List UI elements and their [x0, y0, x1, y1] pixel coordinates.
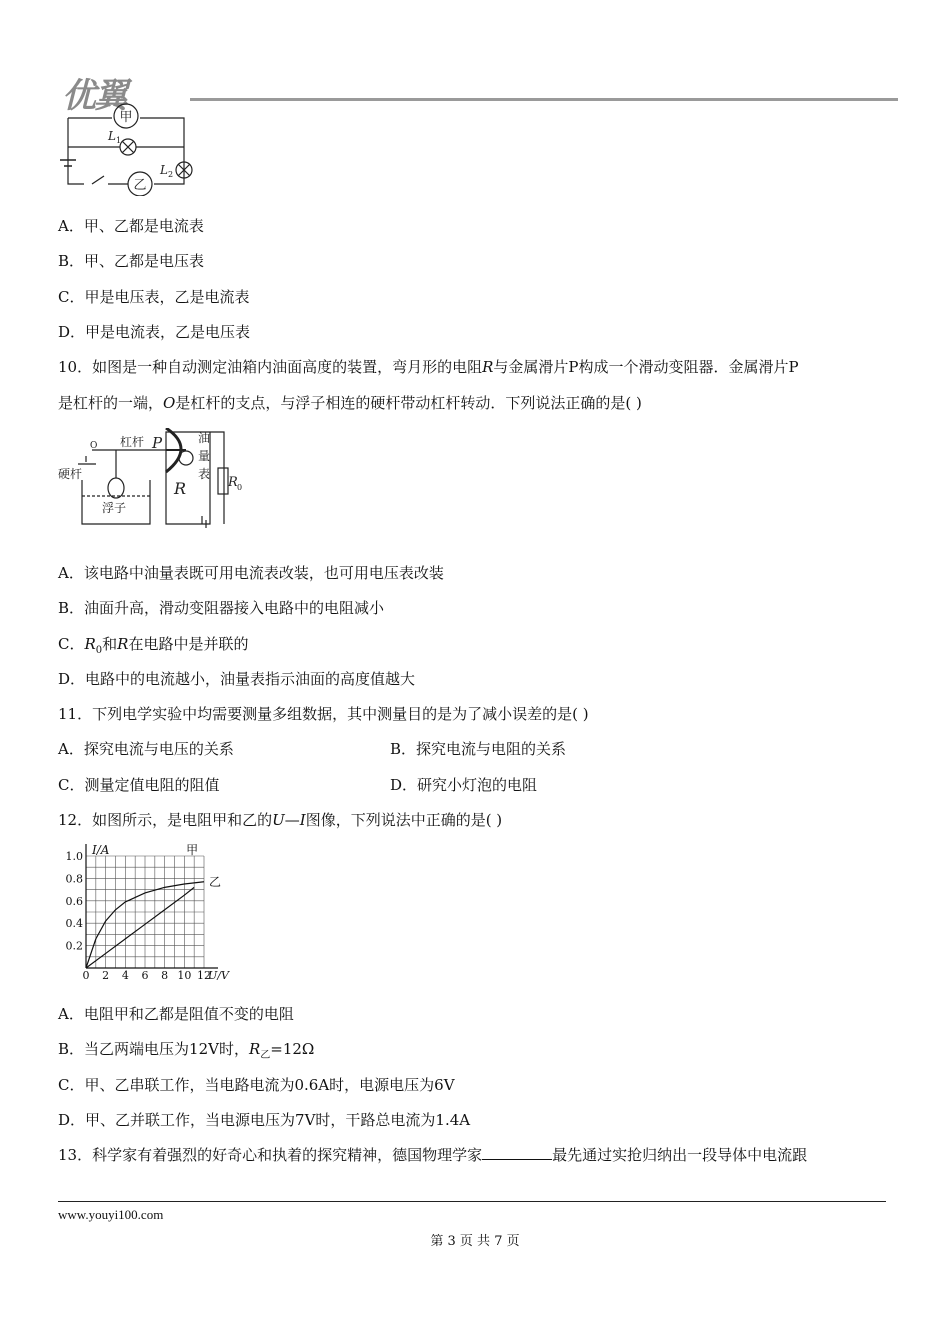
svg-text:油: 油 — [198, 431, 211, 445]
y-tick-label: 0.2 — [65, 939, 83, 953]
page-number: 第 3 页 共 7 页 — [430, 1234, 520, 1249]
q10-option-a: A．该电路中油量表既可用电流表改装，也可用电压表改装 — [58, 564, 444, 582]
float-label: 浮子 — [102, 501, 127, 515]
q9-option-d: D．甲是电流表，乙是电压表 — [58, 323, 251, 341]
q9-circuit-diagram — [56, 100, 196, 196]
q12-option-a: A．电阻甲和乙都是阻值不变的电阻 — [58, 1005, 294, 1023]
y-tick-label: 1.0 — [65, 850, 83, 863]
rod-label: 硬杆 — [58, 467, 83, 481]
lamp1-label: L — [108, 129, 116, 143]
svg-text:1: 1 — [116, 136, 122, 145]
q12-stem: 12．如图所示，是电阻甲和乙的U—I图像，下列说法中正确的是( ) — [58, 811, 503, 829]
x-tick-label: 2 — [102, 969, 110, 980]
q12-option-b: B．当乙两端电压为12V时，$R_乙=12\Omega$ — [58, 1040, 315, 1061]
y-tick-label: 0.4 — [65, 917, 83, 931]
lever-label: 杠杆 — [120, 435, 145, 449]
resistor-r0-label: R — [228, 475, 238, 490]
q11-option-b: B．探究电流与电阻的关系 — [390, 740, 567, 758]
q12-option-c: C．甲、乙串联工作，当电路电流为0.6A时，电源电压为6V — [58, 1076, 455, 1094]
q12-ui-graph — [56, 838, 256, 980]
x-axis-label: U/V — [208, 969, 229, 980]
y-axis-label: I/A — [92, 843, 110, 857]
series-label-jia: 甲 — [186, 843, 199, 857]
resistor-r-label: R — [174, 479, 187, 498]
header-rule — [190, 98, 898, 101]
q12-option-d: D．甲、乙并联工作，当电源电压为7V时，干路总电流为1.4A — [58, 1111, 471, 1129]
meter1-label: 甲 — [119, 110, 133, 125]
svg-text:量: 量 — [198, 449, 211, 463]
q11-option-d: D．研究小灯泡的电阻 — [390, 776, 538, 794]
x-tick-label: 0 — [82, 969, 90, 980]
q11-option-a: A．探究电流与电压的关系 — [58, 740, 234, 758]
q10-stem-line2: 是杠杆的一端，O是杠杆的支点，与浮子相连的硬杆带动杠杆转动．下列说法正确的是( ) — [58, 394, 642, 412]
q13-stem: 13．科学家有着强烈的好奇心和执着的探究精神，德国物理学家 最先通过实抢归纳出一段导体中电流跟 — [58, 1146, 808, 1164]
meter2-label: 乙 — [133, 178, 147, 193]
y-tick-label: 0.6 — [65, 894, 83, 908]
q13-answer-blank[interactable] — [482, 1145, 552, 1160]
x-tick-label: 10 — [177, 969, 192, 980]
q10-oil-gauge-diagram — [56, 428, 256, 528]
q9-option-b: B．甲、乙都是电压表 — [58, 252, 205, 270]
footer-url: www.youyi100.com — [58, 1207, 164, 1222]
y-tick-label: 0.8 — [65, 872, 83, 886]
x-tick-label: 4 — [121, 969, 129, 980]
svg-text:O: O — [90, 441, 98, 451]
lamp2-label: L — [160, 163, 168, 177]
q11-option-c: C．测量定值电阻的阻值 — [58, 776, 220, 794]
q9-option-c: C．甲是电压表，乙是电流表 — [58, 288, 250, 306]
x-tick-label: 8 — [161, 969, 169, 980]
slider-p-label: P — [152, 434, 163, 452]
q11-stem: 11．下列电学实验中均需要测量多组数据，其中测量目的是为了减小误差的是( ) — [58, 705, 589, 723]
q10-option-b: B．油面升高，滑动变阻器接入电路中的电阻减小 — [58, 599, 385, 617]
q10-stem-line1: 10．如图是一种自动测定油箱内油面高度的装置，弯月形的电阻R与金属滑片P构成一个滑动变阻器．金属滑片P — [58, 358, 799, 376]
brand-logo: 优翼 — [62, 76, 126, 116]
series-label-yi: 乙 — [209, 874, 222, 889]
svg-text:表: 表 — [198, 467, 211, 481]
svg-text:2: 2 — [168, 170, 174, 179]
svg-text:0: 0 — [237, 483, 243, 492]
x-tick-label: 12 — [197, 969, 211, 980]
q9-option-a: A．甲、乙都是电流表 — [58, 217, 204, 235]
x-tick-label: 6 — [141, 969, 149, 980]
q10-option-d: D．电路中的电流越小，油量表指示油面的高度值越大 — [58, 670, 416, 688]
q10-option-c: C．$R_0$和R在电路中是并联的 — [58, 635, 249, 656]
footer-rule — [58, 1201, 886, 1202]
